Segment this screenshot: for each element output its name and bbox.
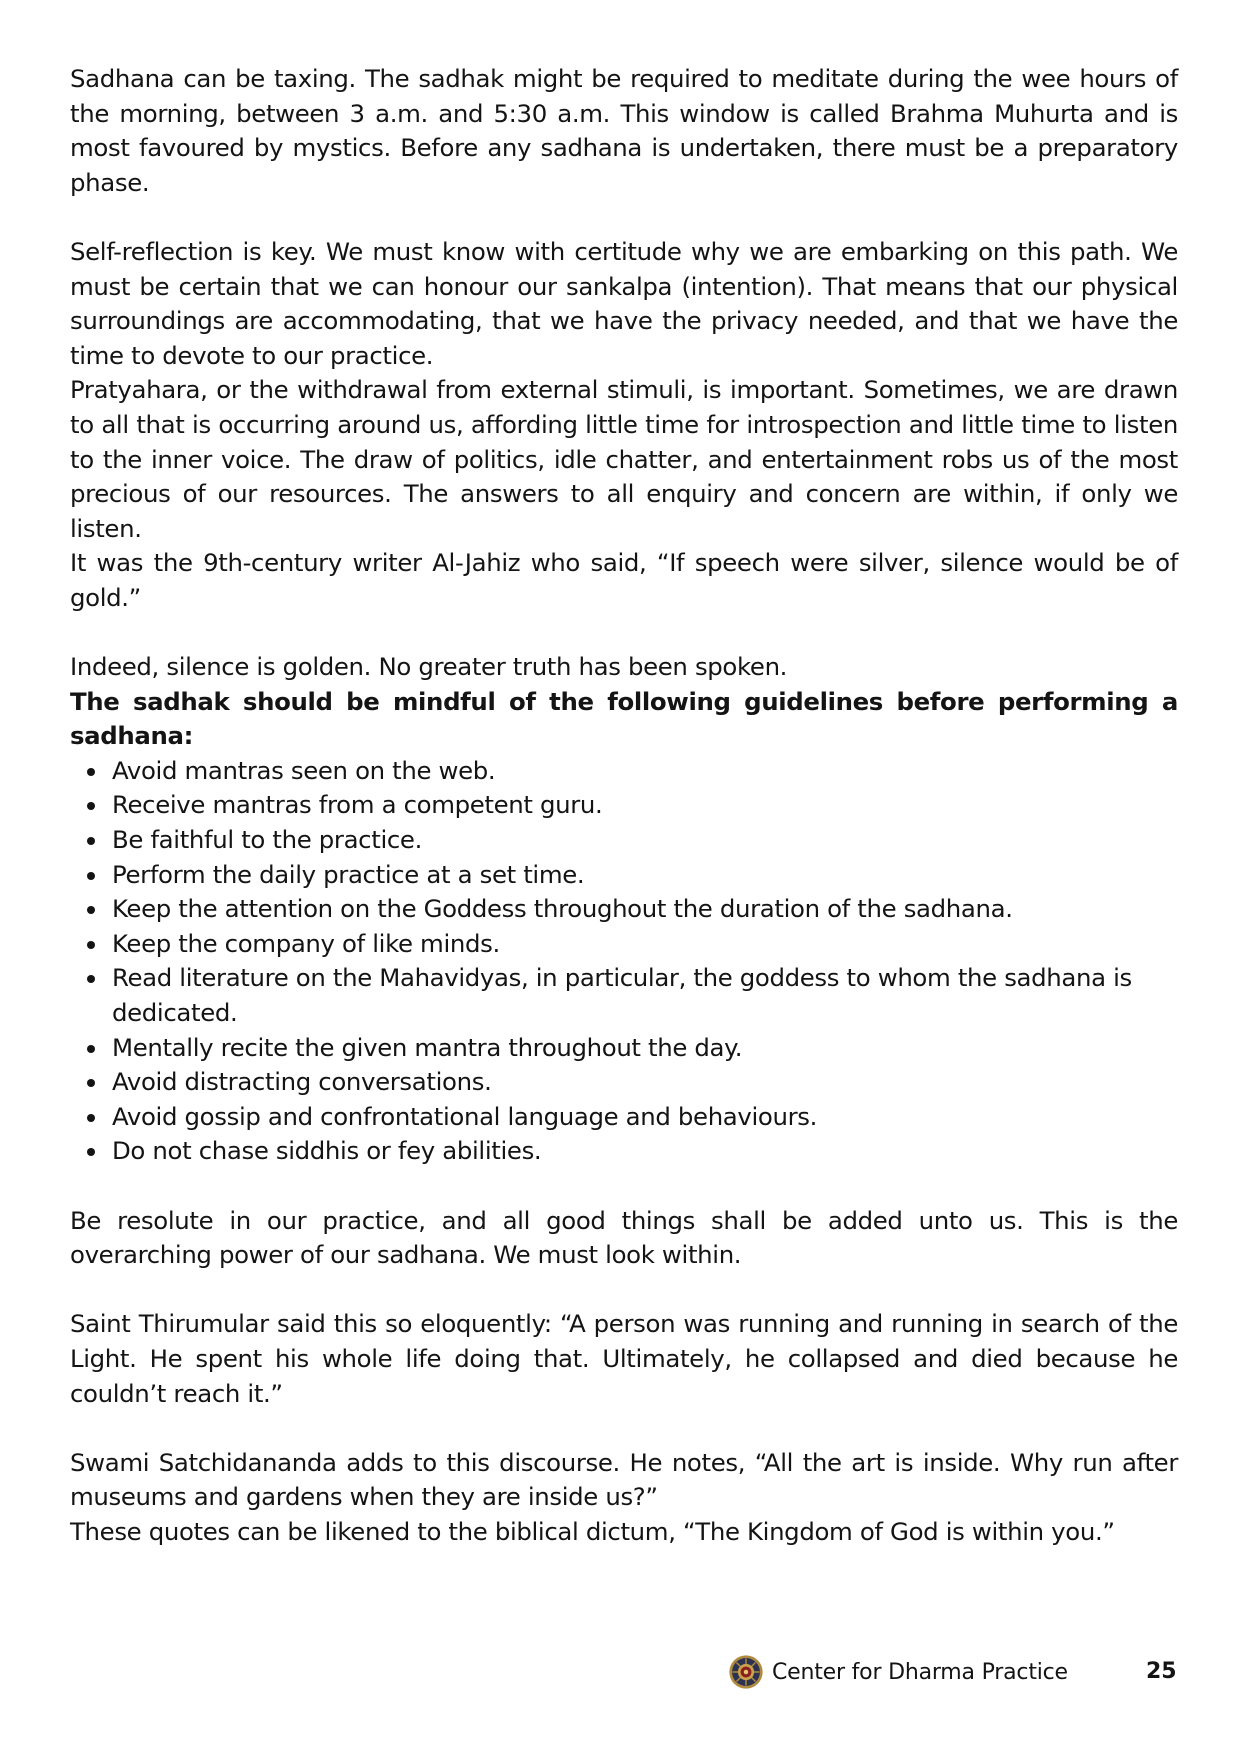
list-item: Do not chase siddhis or fey abilities. xyxy=(112,1134,1178,1169)
page-body xyxy=(70,62,1178,1550)
guidelines-list xyxy=(70,754,1178,1169)
guidelines-heading: The sadhak should be mindful of the following guidelines before performing a sadhana: xyxy=(70,686,1178,751)
organization-name: Center for Dharma Practice xyxy=(772,1659,1068,1685)
list-item: Perform the daily practice at a set time. xyxy=(112,858,1178,893)
paragraph-spacer xyxy=(70,616,1178,651)
paragraph-satchidananda-quote: Swami Satchidananda adds to this discourse. He notes, “All the art is inside. Why run after museums and gardens when they are inside us?” xyxy=(70,1447,1178,1512)
list-item: Receive mantras from a competent guru. xyxy=(112,788,1178,823)
list-item: Avoid distracting conversations. xyxy=(112,1065,1178,1100)
paragraph-be-resolute: Be resolute in our practice, and all good things shall be added unto us. This is the overarching power of our sadhana. We must look within. xyxy=(70,1205,1178,1270)
list-item: Keep the attention on the Goddess throughout the duration of the sadhana. xyxy=(112,892,1178,927)
page-footer xyxy=(728,1652,1068,1692)
list-item: Mentally recite the given mantra throughout the day. xyxy=(112,1031,1178,1066)
page-number: 25 xyxy=(1146,1659,1177,1684)
paragraph-spacer xyxy=(70,1411,1178,1446)
list-item: Avoid gossip and confrontational language and behaviours. xyxy=(112,1100,1178,1135)
paragraph-spacer xyxy=(70,1169,1178,1204)
list-item: Avoid mantras seen on the web. xyxy=(112,754,1178,789)
list-item: Keep the company of like minds. xyxy=(112,927,1178,962)
paragraph-spacer xyxy=(70,200,1178,235)
paragraph-thirumular-quote: Saint Thirumular said this so eloquently: “A person was running and running in search of the Light. He spent his whole life doing that. Ultimately, he collapsed and died because he couldn’t reach it.” xyxy=(70,1309,1178,1408)
dharma-emblem-icon xyxy=(728,1654,764,1690)
paragraph-self-reflection: Self-reflection is key. We must know with certitude why we are embarking on this path. We must be certain that we can honour our sankalpa (intention). That means that our physical surroundings are accommodating, that we have the privacy needed, and that we have the time to devote to our practice. xyxy=(70,236,1178,370)
paragraph-silence-golden: Indeed, silence is golden. No greater truth has been spoken. xyxy=(70,652,788,682)
list-item: Read literature on the Mahavidyas, in particular, the goddess to whom the sadhana is dedicated. xyxy=(112,961,1178,1030)
list-item: Be faithful to the practice. xyxy=(112,823,1178,858)
paragraph-sadhana-intro: Sadhana can be taxing. The sadhak might be required to meditate during the wee hours of the morning, between 3 a.m. and 5:30 a.m. This window is called Brahma Muhurta and is most favoured by mystics. Before any sadhana is undertaken, there must be a preparatory phase. xyxy=(70,64,1178,197)
paragraph-spacer xyxy=(70,1273,1178,1308)
paragraph-al-jahiz-quote: It was the 9th-century writer Al-Jahiz who said, “If speech were silver, silence would be of gold.” xyxy=(70,548,1178,612)
paragraph-biblical-dictum: These quotes can be likened to the biblical dictum, “The Kingdom of God is within you.” xyxy=(70,1516,1115,1546)
paragraph-pratyahara: Pratyahara, or the withdrawal from external stimuli, is important. Sometimes, we are drawn to all that is occurring around us, affording little time for introspection and little time to listen to the inner voice. The draw of politics, idle chatter, and entertainment robs us of the most precious of our resources. The answers to all enquiry and concern are within, if only we listen. xyxy=(70,375,1178,543)
